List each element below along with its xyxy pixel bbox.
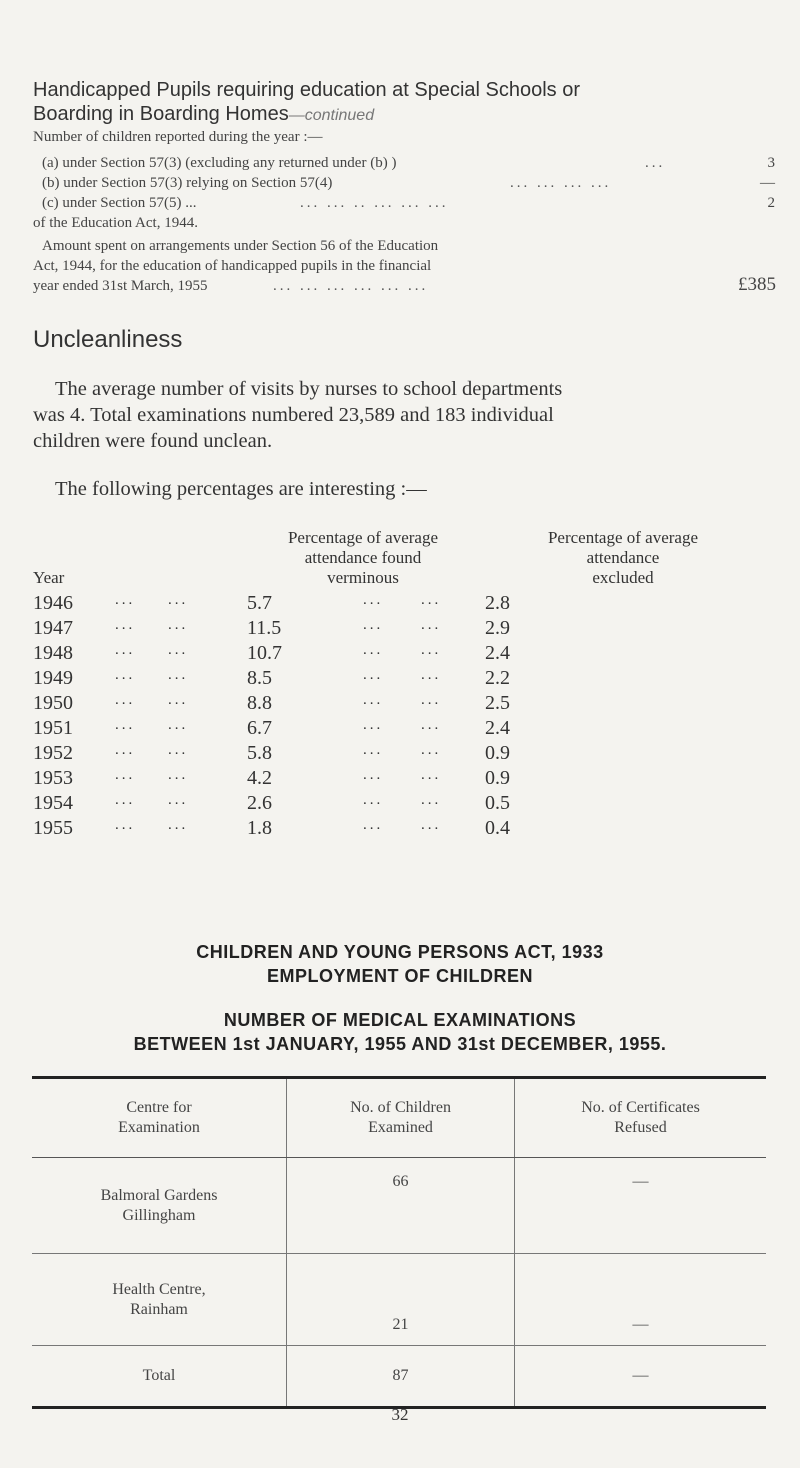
row-year: 1946 xyxy=(33,592,73,614)
reported-item-c-value: 2 xyxy=(767,195,775,211)
employment-heading: EMPLOYMENT OF CHILDREN xyxy=(267,966,533,986)
row-dots: ... xyxy=(115,617,136,633)
cell-total-refused: — xyxy=(632,1367,649,1384)
table-row xyxy=(32,1158,766,1254)
reported-item-a-dots: ... xyxy=(645,155,666,171)
row-year: 1949 xyxy=(33,667,73,689)
row-dots: ... xyxy=(363,692,384,708)
amount-value: £385 xyxy=(738,274,776,295)
percentage-row xyxy=(33,642,753,666)
section-title xyxy=(33,78,753,128)
table-header-row xyxy=(32,1078,766,1158)
row-year: 1948 xyxy=(33,642,73,664)
col-head-verminous-line-2: attendance found xyxy=(304,548,422,567)
col-head-verminous xyxy=(248,528,478,588)
uncleanliness-para-line-3: children were found unclean. xyxy=(33,430,273,452)
th-refused xyxy=(515,1078,767,1158)
medical-exams-heading: NUMBER OF MEDICAL EXAMINATIONS xyxy=(223,1010,577,1030)
row-verminous: 6.7 xyxy=(247,717,272,739)
row-verminous: 8.5 xyxy=(247,667,272,689)
row-dots: ... xyxy=(363,817,384,833)
reported-item-b-dots: ... ... ... ... xyxy=(510,175,612,191)
percentage-row xyxy=(33,592,753,616)
percentage-row xyxy=(33,717,753,741)
row-dots: ... xyxy=(421,792,442,808)
amount-line-3 xyxy=(33,274,776,296)
amount-line-3-text: year ended 31st March, 1955 xyxy=(33,278,208,294)
reported-item-c-dots: ... ... .. ... ... ... xyxy=(300,195,449,211)
reported-item-b-label: (b) under Section 57(3) relying on Section 57(4) xyxy=(42,175,333,191)
col-head-verminous-line-3: verminous xyxy=(327,568,399,587)
row-year: 1951 xyxy=(33,717,73,739)
title-dash: — xyxy=(288,107,305,124)
row-dots: ... xyxy=(421,767,442,783)
row-excluded: 2.2 xyxy=(485,667,510,689)
cell-examined: 66 xyxy=(287,1158,515,1254)
row-dots: ... xyxy=(115,767,136,783)
uncleanliness-heading: Uncleanliness xyxy=(33,326,183,353)
row-excluded: 0.9 xyxy=(485,767,510,789)
reported-item-c xyxy=(42,194,782,213)
percentage-row xyxy=(33,617,753,641)
cell-centre-line-2: Rainham xyxy=(130,1300,188,1318)
cell-total-label-text: Total xyxy=(142,1367,176,1384)
cell-total-examined: 87 xyxy=(287,1346,515,1408)
percentages-intro: The following percentages are interesting :— xyxy=(55,478,427,500)
cell-refused: — xyxy=(515,1158,767,1254)
row-excluded: 2.8 xyxy=(485,592,510,614)
row-dots: ... xyxy=(168,642,189,658)
row-year: 1954 xyxy=(33,792,73,814)
row-dots: ... xyxy=(168,592,189,608)
th-refused-line-2: Refused xyxy=(614,1119,667,1136)
col-head-excluded-line-3: excluded xyxy=(592,568,654,587)
row-dots: ... xyxy=(115,667,136,683)
reported-item-a-label: (a) under Section 57(3) (excluding any returned under (b) ) xyxy=(42,155,397,171)
uncleanliness-para-line-2: was 4. Total examinations numbered 23,589 and 183 individual xyxy=(33,404,554,426)
row-excluded: 2.9 xyxy=(485,617,510,639)
reported-item-c-label: (c) under Section 57(5) ... xyxy=(42,195,197,211)
row-year: 1947 xyxy=(33,617,73,639)
reported-item-b xyxy=(42,174,782,193)
row-verminous: 8.8 xyxy=(247,692,272,714)
col-head-verminous-line-1: Percentage of average xyxy=(287,528,439,547)
row-dots: ... xyxy=(363,617,384,633)
row-dots: ... xyxy=(421,592,442,608)
percentage-row xyxy=(33,817,753,841)
row-dots: ... xyxy=(363,642,384,658)
row-dots: ... xyxy=(115,692,136,708)
cell-refused: — xyxy=(515,1254,767,1346)
row-excluded: 0.5 xyxy=(485,792,510,814)
row-dots: ... xyxy=(168,817,189,833)
row-dots: ... xyxy=(421,692,442,708)
amount-line-1: Amount spent on arrangements under Section 56 of the Education xyxy=(42,238,439,254)
amount-dots: ... ... ... ... ... ... xyxy=(273,278,429,294)
cell-centre-line-2: Gillingham xyxy=(122,1206,196,1224)
col-head-year: Year xyxy=(33,568,65,587)
row-verminous: 5.7 xyxy=(247,592,272,614)
row-dots: ... xyxy=(363,792,384,808)
row-excluded: 0.4 xyxy=(485,817,510,839)
title-line-2 xyxy=(33,102,753,128)
children-reported-intro: Number of children reported during the year :— xyxy=(33,129,323,145)
th-centre-line-2: Examination xyxy=(118,1119,200,1136)
row-dots: ... xyxy=(115,817,136,833)
col-head-excluded xyxy=(478,528,768,588)
reported-item-b-value: — xyxy=(760,175,775,191)
row-dots: ... xyxy=(168,717,189,733)
row-dots: ... xyxy=(168,692,189,708)
th-centre-line-1: Centre for xyxy=(126,1099,192,1116)
row-dots: ... xyxy=(115,642,136,658)
row-dots: ... xyxy=(168,742,189,758)
cell-examined: 21 xyxy=(287,1254,515,1346)
row-dots: ... xyxy=(421,617,442,633)
row-dots: ... xyxy=(421,667,442,683)
row-dots: ... xyxy=(115,742,136,758)
row-year: 1950 xyxy=(33,692,73,714)
row-excluded: 0.9 xyxy=(485,742,510,764)
row-dots: ... xyxy=(421,742,442,758)
percentage-row xyxy=(33,742,753,766)
row-year: 1952 xyxy=(33,742,73,764)
th-examined-line-2: Examined xyxy=(368,1119,433,1136)
title-line-2-text: Boarding in Boarding Homes xyxy=(33,103,289,125)
row-dots: ... xyxy=(421,817,442,833)
uncleanliness-para-line-1: The average number of visits by nurses to school departments xyxy=(55,378,563,400)
row-verminous: 10.7 xyxy=(247,642,282,664)
row-dots: ... xyxy=(363,717,384,733)
col-head-excluded-line-1: Percentage of average xyxy=(547,528,699,547)
row-dots: ... xyxy=(168,617,189,633)
title-continued: continued xyxy=(304,107,375,124)
reported-item-a xyxy=(42,154,782,173)
th-examined-line-1: No. of Children xyxy=(350,1099,451,1116)
row-excluded: 2.4 xyxy=(485,717,510,739)
row-dots: ... xyxy=(115,717,136,733)
row-verminous: 2.6 xyxy=(247,792,272,814)
row-dots: ... xyxy=(421,717,442,733)
table-total-row xyxy=(32,1346,766,1408)
row-dots: ... xyxy=(363,592,384,608)
percentage-row xyxy=(33,767,753,791)
row-dots: ... xyxy=(168,792,189,808)
row-dots: ... xyxy=(363,667,384,683)
row-dots: ... xyxy=(168,667,189,683)
reported-item-a-value: 3 xyxy=(767,155,775,171)
period-heading: BETWEEN 1st JANUARY, 1955 AND 31st DECEMBER, 1955. xyxy=(133,1034,667,1054)
percentage-row xyxy=(33,792,753,816)
cell-centre xyxy=(32,1158,287,1254)
col-head-excluded-line-2: attendance xyxy=(586,548,660,567)
row-verminous: 5.8 xyxy=(247,742,272,764)
cell-centre xyxy=(32,1254,287,1346)
row-dots: ... xyxy=(363,742,384,758)
act-heading: CHILDREN AND YOUNG PERSONS ACT, 1933 xyxy=(196,942,604,962)
row-dots: ... xyxy=(115,792,136,808)
row-excluded: 2.4 xyxy=(485,642,510,664)
amount-line-2: Act, 1944, for the education of handicapped pupils in the financial xyxy=(33,258,432,274)
row-verminous: 11.5 xyxy=(247,617,282,639)
row-verminous: 1.8 xyxy=(247,817,272,839)
table-row xyxy=(32,1254,766,1346)
percentage-row xyxy=(33,692,753,716)
row-dots: ... xyxy=(363,767,384,783)
row-verminous: 4.2 xyxy=(247,767,272,789)
th-centre xyxy=(32,1078,287,1158)
page-number: 32 xyxy=(391,1405,409,1424)
row-dots: ... xyxy=(421,642,442,658)
education-act-line: of the Education Act, 1944. xyxy=(33,215,198,231)
row-dots: ... xyxy=(115,592,136,608)
cell-centre-line-1: Health Centre, xyxy=(112,1280,206,1298)
cell-total-label xyxy=(32,1346,287,1408)
row-year: 1955 xyxy=(33,817,73,839)
row-excluded: 2.5 xyxy=(485,692,510,714)
examinations-table xyxy=(32,1076,766,1409)
th-refused-line-1: No. of Certificates xyxy=(581,1099,700,1116)
row-year: 1953 xyxy=(33,767,73,789)
cell-centre-line-1: Balmoral Gardens xyxy=(100,1186,218,1204)
percentage-row xyxy=(33,667,753,691)
row-dots: ... xyxy=(168,767,189,783)
title-line-1: Handicapped Pupils requiring education at Special Schools or xyxy=(33,79,581,101)
th-examined xyxy=(287,1078,515,1158)
